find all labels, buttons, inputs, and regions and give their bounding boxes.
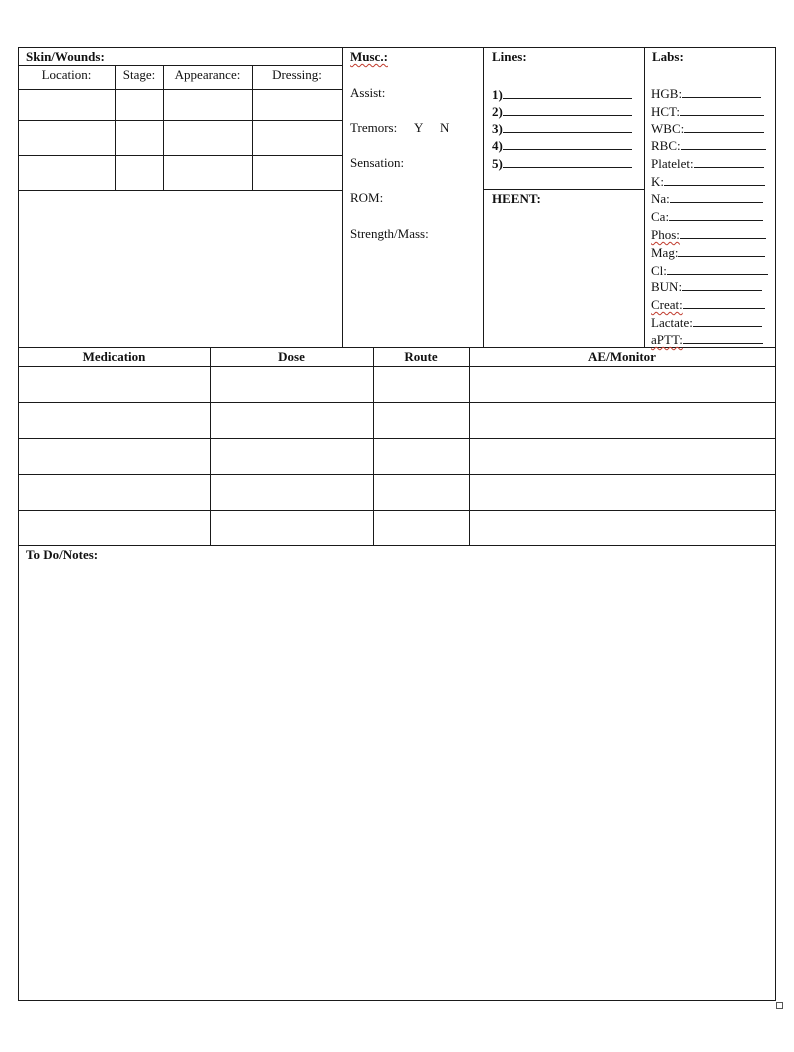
lab-mag-blank[interactable] <box>678 244 765 257</box>
lines-item-4[interactable] <box>492 137 632 154</box>
heent-title: HEENT: <box>492 191 541 206</box>
lines-item-4-label: 4) <box>492 138 503 153</box>
lab-wbc-label: WBC: <box>651 121 685 136</box>
lab-phos[interactable] <box>651 226 766 243</box>
lab-creat-label: Creat: <box>651 297 683 312</box>
lines-item-4-blank[interactable] <box>503 137 632 150</box>
lab-ca-label: Ca: <box>651 209 670 224</box>
lab-hct-blank[interactable] <box>680 103 764 116</box>
heent-notes-area[interactable] <box>484 208 644 347</box>
lines-item-2-blank[interactable] <box>503 103 632 116</box>
med-header-medication: Medication <box>82 349 146 364</box>
skin-cell-r1-dressing[interactable] <box>253 90 342 120</box>
musc-strength-label: Strength/Mass: <box>350 226 429 241</box>
lab-k-label: K: <box>651 174 664 189</box>
lab-aptt[interactable] <box>651 331 763 348</box>
skin-col-dressing: Dressing: <box>272 67 322 82</box>
lab-hct[interactable] <box>651 103 764 120</box>
skin-title-underline <box>18 65 342 66</box>
lab-rbc[interactable] <box>651 137 766 154</box>
divider-skin-musc <box>342 47 343 347</box>
lines-title: Lines: <box>492 49 527 64</box>
lab-na-label: Na: <box>651 191 670 206</box>
lines-item-5[interactable] <box>492 155 632 172</box>
lab-wbc[interactable] <box>651 120 764 137</box>
med-bottom-line <box>18 545 776 546</box>
musc-title <box>350 49 388 65</box>
med-header-ae-monitor: AE/Monitor <box>588 349 656 364</box>
med-row-1[interactable] <box>19 367 775 402</box>
lines-item-3-label: 3) <box>492 121 503 136</box>
med-row-3[interactable] <box>19 439 775 474</box>
lab-k-blank[interactable] <box>664 173 765 186</box>
skin-cell-r2-appearance[interactable] <box>164 121 252 155</box>
lab-bun-label: BUN: <box>651 279 683 294</box>
skin-cell-r1-appearance[interactable] <box>164 90 252 120</box>
lab-na[interactable] <box>651 190 763 207</box>
skin-col-stage: Stage: <box>122 67 156 82</box>
notes-area[interactable] <box>19 566 775 1000</box>
skin-cell-r3-dressing[interactable] <box>253 156 342 190</box>
lab-wbc-blank[interactable] <box>684 120 764 133</box>
skin-col-appearance: Appearance: <box>174 67 241 82</box>
lab-rbc-blank[interactable] <box>681 137 766 150</box>
skin-col-location: Location: <box>41 67 92 82</box>
lab-ca-blank[interactable] <box>669 208 763 221</box>
lab-hgb-label: HGB: <box>651 86 683 101</box>
labs-title: Labs: <box>652 49 684 64</box>
frame-top-line <box>18 47 776 48</box>
lab-platelet-blank[interactable] <box>694 155 764 168</box>
lab-phos-label: Phos: <box>651 227 680 242</box>
lines-item-2-label: 2) <box>492 104 503 119</box>
musc-tremors-no[interactable]: N <box>440 120 450 135</box>
lab-phos-blank[interactable] <box>680 226 766 239</box>
med-header-route: Route <box>404 349 438 364</box>
lines-item-3-blank[interactable] <box>503 120 632 133</box>
skin-wounds-title: Skin/Wounds: <box>26 49 105 64</box>
lines-item-3[interactable] <box>492 120 632 137</box>
musc-assist-label: Assist: <box>350 85 386 100</box>
med-header-dose: Dose <box>278 349 305 364</box>
lab-aptt-label: aPTT: <box>651 332 683 347</box>
lab-bun[interactable] <box>651 278 762 295</box>
lab-hgb-blank[interactable] <box>682 85 761 98</box>
musc-tremors-yes[interactable]: Y <box>414 120 424 135</box>
skin-cell-r2-dressing[interactable] <box>253 121 342 155</box>
lines-item-1[interactable] <box>492 86 632 103</box>
skin-cell-r1-location[interactable] <box>19 90 115 120</box>
musc-rom-label: ROM: <box>350 190 384 205</box>
lab-lactate-label: Lactate: <box>651 315 693 330</box>
lab-mag[interactable] <box>651 244 765 261</box>
lines-item-1-blank[interactable] <box>503 86 632 99</box>
med-row-4[interactable] <box>19 475 775 510</box>
lines-item-2[interactable] <box>492 103 632 120</box>
lines-item-5-blank[interactable] <box>503 155 632 168</box>
lab-creat-blank[interactable] <box>683 296 765 309</box>
lab-aptt-blank[interactable] <box>683 331 763 344</box>
lab-cl-label: Cl: <box>651 263 667 278</box>
skin-cell-r3-stage[interactable] <box>116 156 163 190</box>
lines-item-1-label: 1) <box>492 87 503 102</box>
lab-na-blank[interactable] <box>670 190 763 203</box>
musc-tremors-label: Tremors: <box>350 120 398 135</box>
musc-title-text: Musc.: <box>350 49 388 64</box>
lab-lactate-blank[interactable] <box>693 314 762 327</box>
skin-cell-r1-stage[interactable] <box>116 90 163 120</box>
lab-creat[interactable] <box>651 296 765 313</box>
lab-platelet[interactable] <box>651 155 764 172</box>
lab-bun-blank[interactable] <box>682 278 762 291</box>
lab-hgb[interactable] <box>651 85 761 102</box>
lab-platelet-label: Platelet: <box>651 156 694 171</box>
skin-cell-r3-appearance[interactable] <box>164 156 252 190</box>
med-row-5[interactable] <box>19 511 775 545</box>
lines-heent-divider <box>483 189 644 190</box>
lab-cl[interactable] <box>651 262 768 279</box>
skin-cell-r3-location[interactable] <box>19 156 115 190</box>
page-end-mark <box>776 1002 783 1009</box>
skin-notes-area[interactable] <box>19 191 342 347</box>
lab-lactate[interactable] <box>651 314 762 331</box>
lab-k[interactable] <box>651 173 765 190</box>
divider-lines-labs <box>644 47 645 347</box>
lab-rbc-label: RBC: <box>651 138 681 153</box>
lab-mag-label: Mag: <box>651 245 679 260</box>
notes-title: To Do/Notes: <box>26 547 99 562</box>
frame-right-line <box>775 47 776 1000</box>
med-row-2[interactable] <box>19 403 775 438</box>
musc-sensation-label: Sensation: <box>350 155 405 170</box>
lab-cl-blank[interactable] <box>667 262 768 275</box>
lab-hct-label: HCT: <box>651 104 680 119</box>
skin-cell-r2-stage[interactable] <box>116 121 163 155</box>
lab-ca[interactable] <box>651 208 763 225</box>
lines-item-5-label: 5) <box>492 156 503 171</box>
frame-bottom-line <box>18 1000 776 1001</box>
skin-cell-r2-location[interactable] <box>19 121 115 155</box>
